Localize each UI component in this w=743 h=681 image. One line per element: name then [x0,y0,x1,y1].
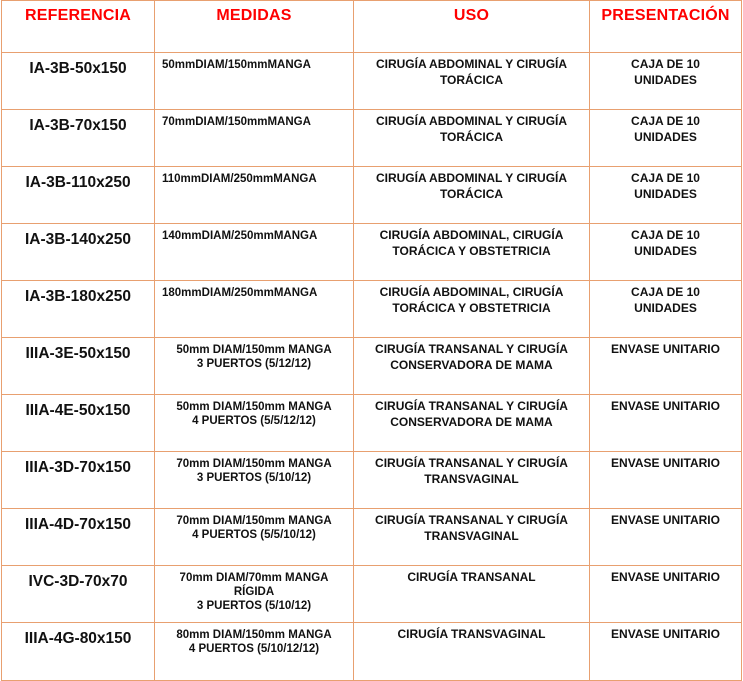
presentacion-line: UNIDADES [634,301,697,315]
table-row [2,167,742,224]
presentacion-line: CAJA DE 10 [631,228,700,242]
cell-presentacion [590,338,742,395]
cell-medidas [155,167,354,224]
presentacion-line: ENVASE UNITARIO [611,342,720,356]
table-row [2,338,742,395]
presentacion-line: CAJA DE 10 [631,171,700,185]
cell-medidas [155,281,354,338]
presentacion-line: CAJA DE 10 [631,114,700,128]
uso-line: TRANSVAGINAL [424,529,519,543]
medidas-line: RÍGIDA [233,586,275,598]
medidas-line: 50mmDIAM/150mmMANGA [162,59,311,71]
cell-medidas [155,110,354,167]
cell-medidas [155,623,354,681]
cell-uso [354,53,590,110]
uso-line: CIRUGÍA ABDOMINAL Y CIRUGÍA [375,57,568,71]
uso-line: CIRUGÍA TRANSANAL Y CIRUGÍA [375,399,568,413]
product-table [1,0,742,681]
presentacion-line: UNIDADES [634,130,697,144]
cell-uso [354,167,590,224]
presentacion-line: ENVASE UNITARIO [611,513,720,527]
cell-referencia: IIIA-4E-50x150 [2,395,155,452]
uso-line: TORÁCICA Y OBSTETRICIA [392,301,551,315]
uso-line: TORÁCICA [439,73,504,87]
medidas-line: 70mm DIAM/150mm MANGA [176,515,332,527]
cell-uso [354,338,590,395]
uso-line: CIRUGÍA ABDOMINAL Y CIRUGÍA [375,114,568,128]
medidas-line: 180mmDIAM/250mmMANGA [162,287,318,299]
cell-uso [354,452,590,509]
cell-uso [354,110,590,167]
uso-line: CIRUGÍA ABDOMINAL, CIRUGÍA [379,285,564,299]
cell-medidas [155,338,354,395]
cell-presentacion [590,395,742,452]
uso-line: CIRUGÍA TRANSANAL Y CIRUGÍA [375,342,568,356]
uso-line: CIRUGÍA ABDOMINAL, CIRUGÍA [379,228,564,242]
medidas-line: 3 PUERTOS (5/10/12) [196,600,312,612]
cell-presentacion [590,167,742,224]
table-row [2,281,742,338]
uso-line: CIRUGÍA ABDOMINAL Y CIRUGÍA [375,171,568,185]
table-row [2,623,742,681]
cell-referencia: IA-3B-70x150 [2,110,155,167]
medidas-line: 4 PUERTOS (5/5/12/12) [192,415,316,427]
presentacion-line: UNIDADES [634,244,697,258]
cell-presentacion [590,110,742,167]
header-presentacion: PRESENTACIÓN [590,1,742,53]
cell-referencia: IA-3B-110x250 [2,167,155,224]
header-referencia: REFERENCIA [2,1,155,53]
cell-uso [354,395,590,452]
presentacion-line: ENVASE UNITARIO [611,570,720,584]
cell-presentacion [590,53,742,110]
cell-referencia: IVC-3D-70x70 [2,566,155,623]
cell-referencia: IIIA-4G-80x150 [2,623,155,681]
cell-medidas [155,395,354,452]
cell-presentacion [590,281,742,338]
uso-line: CIRUGÍA TRANSANAL Y CIRUGÍA [375,456,568,470]
table-row [2,395,742,452]
cell-medidas [155,566,354,623]
table-row [2,566,742,623]
table-row [2,53,742,110]
cell-medidas [155,509,354,566]
presentacion-line: CAJA DE 10 [631,285,700,299]
table-row [2,509,742,566]
product-table-wrapper [1,0,742,681]
medidas-line: 80mm DIAM/150mm MANGA [176,629,332,641]
cell-medidas [155,224,354,281]
presentacion-line: CAJA DE 10 [631,57,700,71]
medidas-line: 4 PUERTOS (5/5/10/12) [192,529,316,541]
table-body [2,53,742,681]
medidas-line: 70mm DIAM/70mm MANGA [179,572,329,584]
cell-presentacion [590,623,742,681]
cell-referencia: IIIA-4D-70x150 [2,509,155,566]
cell-presentacion [590,452,742,509]
cell-uso [354,224,590,281]
uso-line: CIRUGÍA TRANSANAL [407,570,536,584]
medidas-line: 110mmDIAM/250mmMANGA [162,173,317,185]
uso-line: CIRUGÍA TRANSANAL Y CIRUGÍA [375,513,568,527]
medidas-line: 70mmDIAM/150mmMANGA [162,116,311,128]
uso-line: CIRUGÍA TRANSVAGINAL [397,627,546,641]
uso-line: TRANSVAGINAL [424,472,519,486]
presentacion-line: ENVASE UNITARIO [611,399,720,413]
cell-presentacion [590,509,742,566]
header-medidas: MEDIDAS [155,1,354,53]
cell-medidas [155,53,354,110]
cell-uso [354,623,590,681]
presentacion-line: UNIDADES [634,73,697,87]
cell-uso [354,509,590,566]
uso-line: CONSERVADORA DE MAMA [390,415,553,429]
medidas-line: 50mm DIAM/150mm MANGA [176,344,332,356]
medidas-line: 3 PUERTOS (5/12/12) [196,358,312,370]
medidas-line: 140mmDIAM/250mmMANGA [162,230,318,242]
presentacion-line: ENVASE UNITARIO [611,627,720,641]
uso-line: TORÁCICA Y OBSTETRICIA [392,244,551,258]
uso-line: TORÁCICA [439,187,504,201]
cell-medidas [155,452,354,509]
header-uso: USO [354,1,590,53]
presentacion-line: UNIDADES [634,187,697,201]
cell-uso [354,281,590,338]
header-row [2,1,742,53]
medidas-line: 4 PUERTOS (5/10/12/12) [188,643,320,655]
medidas-line: 50mm DIAM/150mm MANGA [176,401,332,413]
medidas-line: 70mm DIAM/150mm MANGA [176,458,332,470]
cell-referencia: IIIA-3D-70x150 [2,452,155,509]
medidas-line: 3 PUERTOS (5/10/12) [196,472,312,484]
cell-uso [354,566,590,623]
cell-presentacion [590,566,742,623]
cell-referencia: IA-3B-140x250 [2,224,155,281]
uso-line: CONSERVADORA DE MAMA [390,358,553,372]
cell-referencia: IA-3B-180x250 [2,281,155,338]
cell-presentacion [590,224,742,281]
table-row [2,452,742,509]
cell-referencia: IA-3B-50x150 [2,53,155,110]
cell-referencia: IIIA-3E-50x150 [2,338,155,395]
table-row [2,224,742,281]
presentacion-line: ENVASE UNITARIO [611,456,720,470]
uso-line: TORÁCICA [439,130,504,144]
table-row [2,110,742,167]
